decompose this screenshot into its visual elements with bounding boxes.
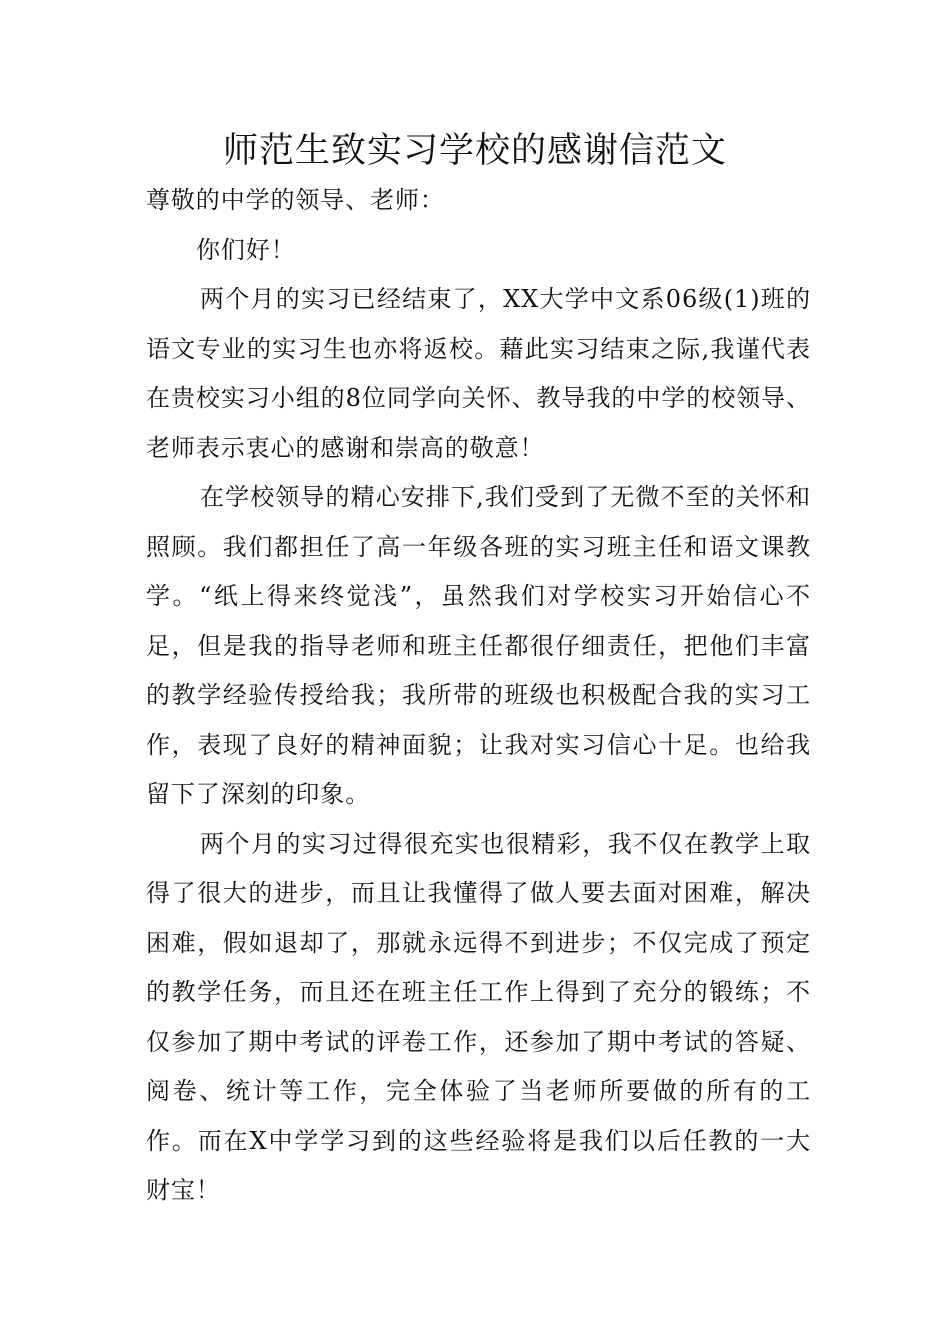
paragraph-3: 两个月的实习过得很充实也很精彩，我不仅在教学上取得了很大的进步，而且让我懂得了做人要去面对困难，解决困难，假如退却了，那就永远得不到进步；不仅完成了预定的教学任务，而且还在班主任工作上得到了充分的锻练；不仅参加了期中考试的评卷工作，还参加了期中考试的答疑、阅卷、统计等工作，完全体验了当老师所要做的所有的工作。而在X中学学习到的这些经验将是我们以后任教的一大财宝！ [146, 829, 811, 1204]
document-title: 师范生致实习学校的感谢信范文 [222, 131, 727, 171]
letter-salutation: 尊敬的中学的领导、老师： [146, 186, 445, 214]
letter-greeting: 你们好！ [196, 235, 296, 264]
paragraph-1: 两个月的实习已经结束了，XX大学中文系06级(1)班的语文专业的实习生也亦将返校。藉此实习结束之际,我谨代表在贵校实习小组的8位同学向关怀、教导我的中学的校领导、老师表示衷心的感谢和崇高的敬意！ [146, 285, 811, 462]
paragraph-2: 在学校领导的精心安排下,我们受到了无微不至的关怀和照顾。我们都担任了高一年级各班的实习班主任和语文课教学。“纸上得来终觉浅”，虽然我们对学校实习开始信心不足，但是我的指导老师和班主任都很仔细责任，把他们丰富的教学经验传授给我；我所带的班级也积极配合我的实习工作，表现了良好的精神面貌；让我对实习信心十足。也给我留下了深刻的印象。 [146, 483, 811, 808]
letter-body [146, 176, 811, 1216]
